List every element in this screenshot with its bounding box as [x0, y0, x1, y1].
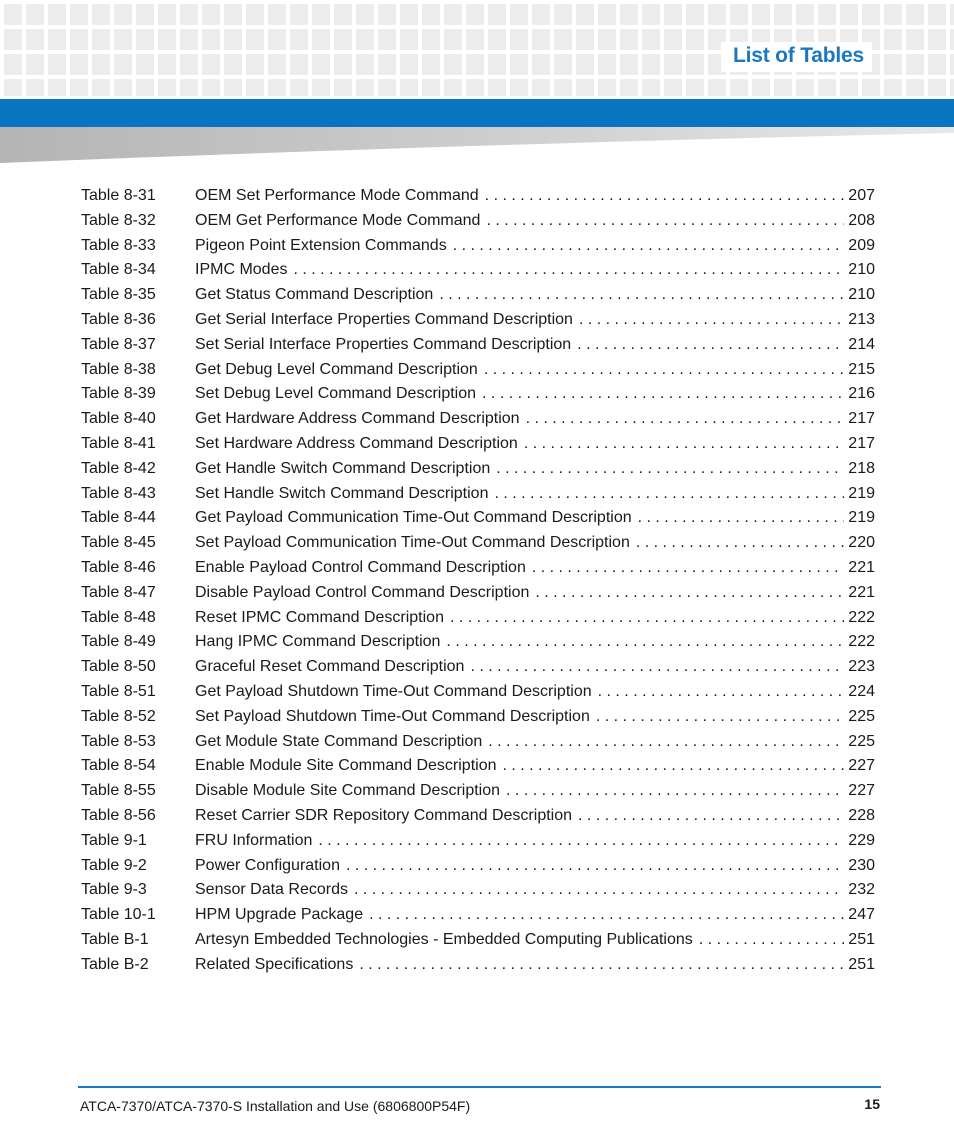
toc-entry-title: Reset IPMC Command Description [195, 608, 444, 626]
toc-entry-title: Disable Module Site Command Description [195, 782, 501, 800]
toc-entry[interactable] [81, 234, 875, 259]
toc-entry-number: Table 8-47 [81, 583, 156, 601]
toc-entry-page: 220 [848, 534, 875, 552]
toc-entry-page: 225 [848, 732, 875, 750]
toc-entry-number: Table 8-55 [81, 782, 156, 800]
toc-entry[interactable] [81, 432, 875, 457]
toc-entry[interactable] [81, 854, 875, 879]
toc-entry[interactable] [81, 209, 875, 234]
toc-entry-page: 229 [848, 831, 875, 849]
toc-entry[interactable] [81, 308, 875, 333]
toc-entry-number: Table 9-1 [81, 831, 147, 849]
toc-entry-number: Table B-1 [81, 930, 149, 948]
toc-entry-page: 216 [848, 385, 875, 403]
toc-leader-dots [354, 878, 844, 903]
toc-leader-dots [598, 680, 845, 705]
toc-leader-dots [484, 358, 844, 383]
toc-entry-page: 210 [848, 261, 875, 279]
toc-leader-dots [439, 283, 844, 308]
toc-entry-number: Table 8-48 [81, 608, 156, 626]
toc-entry[interactable] [81, 457, 875, 482]
toc-leader-dots [526, 407, 845, 432]
toc-entry-number: Table B-2 [81, 955, 149, 973]
toc-entry-page: 232 [848, 881, 875, 899]
toc-entry-title: Set Payload Shutdown Time-Out Command Description [195, 707, 590, 725]
toc-entry[interactable] [81, 258, 875, 283]
toc-entry[interactable] [81, 953, 875, 978]
toc-entry-number: Table 8-41 [81, 434, 156, 452]
toc-entry-title: Set Debug Level Command Description [195, 385, 477, 403]
toc-entry-title: HPM Upgrade Package [195, 906, 364, 924]
toc-entry[interactable] [81, 407, 875, 432]
footer-page-number: 15 [864, 1096, 880, 1112]
toc-entry-title: Graceful Reset Command Description [195, 658, 465, 676]
toc-entry-page: 225 [848, 707, 875, 725]
toc-entry[interactable] [81, 730, 875, 755]
toc-entry-number: Table 8-52 [81, 707, 156, 725]
toc-entry-number: Table 8-54 [81, 757, 156, 775]
toc-entry[interactable] [81, 829, 875, 854]
toc-entry-number: Table 8-31 [81, 187, 156, 204]
toc-entry[interactable] [81, 506, 875, 531]
toc-leader-dots [346, 854, 844, 879]
toc-entry-title: Get Payload Communication Time-Out Command Description [195, 509, 632, 527]
toc-entry-page: 251 [848, 955, 875, 973]
toc-leader-dots [535, 581, 844, 606]
toc-entry-title: Pigeon Point Extension Commands [195, 236, 447, 254]
toc-leader-dots [596, 705, 844, 730]
toc-entry-number: Table 8-43 [81, 484, 156, 502]
toc-entry-number: Table 8-33 [81, 236, 156, 254]
toc-entry-number: Table 8-34 [81, 261, 156, 279]
toc-entry[interactable] [81, 779, 875, 804]
list-of-tables [81, 184, 875, 978]
toc-entry-page: 209 [848, 236, 875, 254]
toc-entry[interactable] [81, 482, 875, 507]
toc-entry-title: OEM Set Performance Mode Command [195, 187, 479, 204]
toc-entry-number: Table 8-44 [81, 509, 156, 527]
toc-leader-dots [524, 432, 844, 457]
toc-entry-number: Table 8-46 [81, 558, 156, 576]
toc-entry-page: 210 [848, 286, 875, 304]
toc-entry-number: Table 9-3 [81, 881, 147, 899]
toc-entry-number: Table 8-49 [81, 633, 156, 651]
toc-entry-page: 207 [848, 187, 875, 204]
toc-entry-title: Artesyn Embedded Technologies - Embedded Computing Publications [195, 930, 693, 948]
toc-entry[interactable] [81, 556, 875, 581]
toc-entry-title: IPMC Modes [195, 261, 288, 279]
toc-entry-title: Set Payload Communication Time-Out Command Description [195, 534, 630, 552]
toc-entry[interactable] [81, 878, 875, 903]
toc-entry-page: 214 [848, 335, 875, 353]
toc-leader-dots [446, 630, 844, 655]
toc-entry-title: Get Payload Shutdown Time-Out Command Description [195, 682, 592, 700]
toc-entry[interactable] [81, 928, 875, 953]
toc-leader-dots [482, 382, 844, 407]
toc-entry-title: Get Serial Interface Properties Command Description [195, 310, 573, 328]
toc-entry-title: Hang IPMC Command Description [195, 633, 441, 651]
toc-entry[interactable] [81, 531, 875, 556]
toc-entry[interactable] [81, 581, 875, 606]
toc-leader-dots [636, 531, 844, 556]
toc-entry-title: Get Module State Command Description [195, 732, 483, 750]
toc-entry-title: Related Specifications [195, 955, 354, 973]
toc-entry-number: Table 8-51 [81, 682, 156, 700]
toc-entry[interactable] [81, 903, 875, 928]
toc-entry-number: Table 9-2 [81, 856, 147, 874]
toc-entry-title: Get Status Command Description [195, 286, 434, 304]
toc-entry-title: Get Debug Level Command Description [195, 360, 478, 378]
toc-entry-number: Table 8-36 [81, 310, 156, 328]
toc-entry[interactable] [81, 680, 875, 705]
toc-entry-page: 218 [848, 459, 875, 477]
toc-entry[interactable] [81, 283, 875, 308]
toc-entry[interactable] [81, 184, 875, 209]
header-swoosh [0, 127, 954, 163]
toc-entry-title: Reset Carrier SDR Repository Command Description [195, 806, 573, 824]
toc-entry-page: 219 [848, 484, 875, 502]
toc-entry-page: 251 [848, 930, 875, 948]
toc-entry-title: Enable Module Site Command Description [195, 757, 497, 775]
toc-entry-title: OEM Get Performance Mode Command [195, 211, 481, 229]
toc-entry[interactable] [81, 754, 875, 779]
toc-entry-title: Disable Payload Control Command Description [195, 583, 530, 601]
toc-entry[interactable] [81, 333, 875, 358]
toc-entry-page: 228 [848, 806, 875, 824]
toc-entry-page: 221 [848, 558, 875, 576]
toc-entry[interactable] [81, 630, 875, 655]
toc-entry-title: Power Configuration [195, 856, 340, 874]
toc-entry-number: Table 8-35 [81, 286, 156, 304]
toc-entry-page: 230 [848, 856, 875, 874]
toc-entry-title: Sensor Data Records [195, 881, 348, 899]
toc-entry-page: 217 [848, 410, 875, 428]
toc-entry-page: 222 [848, 633, 875, 651]
toc-leader-dots [450, 606, 844, 631]
toc-leader-dots [577, 333, 844, 358]
toc-entry-page: 227 [848, 782, 875, 800]
toc-entry-number: Table 8-56 [81, 806, 156, 824]
toc-entry-page: 221 [848, 583, 875, 601]
toc-entry[interactable] [81, 655, 875, 680]
toc-entry-page: 227 [848, 757, 875, 775]
toc-entry-title: Enable Payload Control Command Description [195, 558, 526, 576]
toc-entry-number: Table 8-53 [81, 732, 156, 750]
toc-leader-dots [369, 903, 844, 928]
toc-leader-dots [494, 482, 844, 507]
toc-leader-dots [453, 234, 845, 259]
toc-entry-title: Set Serial Interface Properties Command Description [195, 335, 572, 353]
toc-leader-dots [579, 308, 844, 333]
toc-leader-dots [318, 829, 844, 854]
toc-leader-dots [506, 779, 844, 804]
toc-leader-dots [485, 184, 845, 209]
toc-entry-number: Table 8-42 [81, 459, 156, 477]
toc-entry-page: 208 [848, 211, 875, 229]
toc-entry[interactable] [81, 606, 875, 631]
toc-entry-number: Table 8-37 [81, 335, 156, 353]
toc-leader-dots [532, 556, 844, 581]
toc-entry-page: 215 [848, 360, 875, 378]
toc-entry[interactable] [81, 705, 875, 730]
toc-leader-dots [496, 457, 844, 482]
toc-entry-page: 222 [848, 608, 875, 626]
toc-entry-page: 247 [848, 906, 875, 924]
page-title: List of Tables [721, 42, 872, 72]
toc-entry-title: Set Handle Switch Command Description [195, 484, 489, 502]
toc-entry[interactable] [81, 382, 875, 407]
toc-leader-dots [488, 730, 844, 755]
toc-entry[interactable] [81, 358, 875, 383]
toc-entry-number: Table 8-39 [81, 385, 156, 403]
header-band [0, 99, 954, 127]
toc-leader-dots [502, 754, 844, 779]
toc-entry-number: Table 8-45 [81, 534, 156, 552]
toc-leader-dots [699, 928, 845, 953]
toc-entry-page: 213 [848, 310, 875, 328]
toc-leader-dots [578, 804, 844, 829]
toc-entry-title: Get Handle Switch Command Description [195, 459, 491, 477]
toc-leader-dots [638, 506, 845, 531]
toc-entry-title: Set Hardware Address Command Description [195, 434, 518, 452]
toc-entry-number: Table 8-32 [81, 211, 156, 229]
toc-entry-number: Table 8-38 [81, 360, 156, 378]
toc-entry-number: Table 8-50 [81, 658, 156, 676]
toc-entry-title: Get Hardware Address Command Description [195, 410, 520, 428]
toc-entry-page: 219 [848, 509, 875, 527]
toc-leader-dots [359, 953, 844, 978]
toc-entry-page: 217 [848, 434, 875, 452]
footer-divider [78, 1086, 881, 1088]
toc-entry-title: FRU Information [195, 831, 313, 849]
toc-leader-dots [486, 209, 844, 234]
footer-document-title: ATCA-7370/ATCA-7370-S Installation and Use (6806800P54F) [80, 1098, 471, 1114]
toc-entry-number: Table 10-1 [81, 906, 156, 924]
toc-leader-dots [470, 655, 844, 680]
toc-entry-page: 224 [848, 682, 875, 700]
toc-entry[interactable] [81, 804, 875, 829]
toc-entry-number: Table 8-40 [81, 410, 156, 428]
toc-entry-page: 223 [848, 658, 875, 676]
toc-leader-dots [293, 258, 844, 283]
